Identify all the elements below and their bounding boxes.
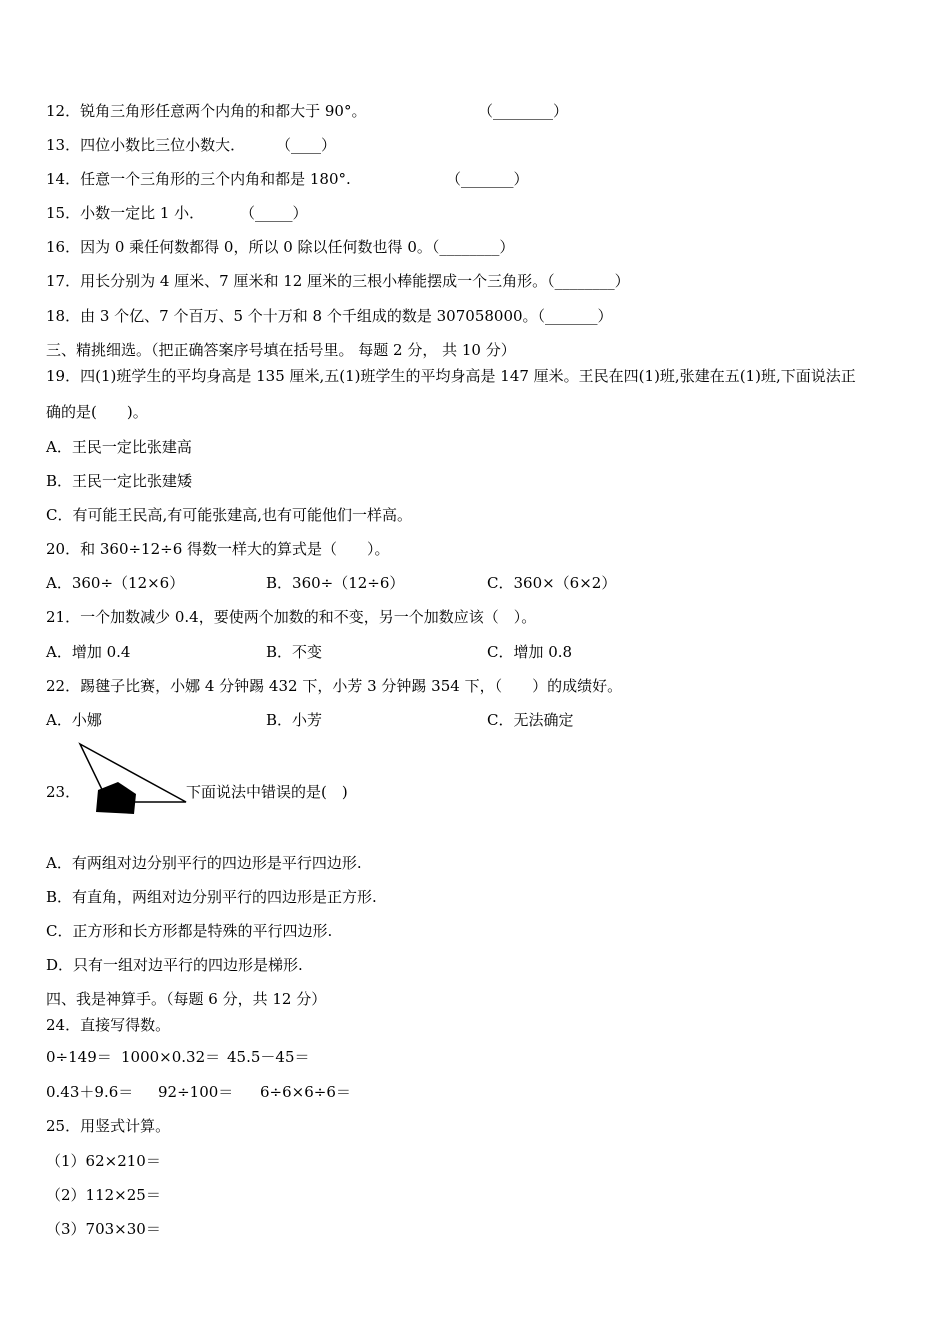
q23-option-d[interactable]: D．只有一组对边平行的四边形是梯形.: [46, 956, 303, 974]
calc-item: 0.43＋9.6＝: [46, 1083, 134, 1101]
q22-option-b[interactable]: B．小芳: [266, 711, 323, 729]
q23-option-a[interactable]: A．有两组对边分别平行的四边形是平行四边形.: [46, 854, 362, 872]
answer-blank-14[interactable]: （_______）: [446, 170, 529, 188]
question-18: 18．由 3 个亿、7 个百万、5 个十万和 8 个千组成的数是 307058000。（_______）: [46, 307, 613, 325]
q21-option-c[interactable]: C．增加 0.8: [487, 643, 573, 661]
calc-item: 45.5－45＝: [227, 1048, 310, 1066]
question-20: 20．和 360÷12÷6 得数一样大的算式是（ ）。: [46, 540, 390, 558]
q20-option-c[interactable]: C．360×（6×2）: [487, 574, 617, 592]
q22-option-c[interactable]: C．无法确定: [487, 711, 574, 729]
calc-item: 6÷6×6÷6＝: [260, 1083, 351, 1101]
question-22: 22．踢毽子比赛，小娜 4 分钟踢 432 下，小芳 3 分钟踢 354 下，（ ）的成绩好。: [46, 677, 623, 695]
question-19-line2: 确的是( )。: [46, 403, 148, 421]
q19-option-c[interactable]: C．有可能王民高,有可能张建高,也有可能他们一样高。: [46, 506, 413, 524]
answer-blank-12[interactable]: （________）: [478, 102, 569, 120]
question-14: 14．任意一个三角形的三个内角和都是 180°.: [46, 170, 351, 188]
question-15: 15．小数一定比 1 小．: [46, 204, 205, 222]
question-24: 24．直接写得数。: [46, 1016, 171, 1034]
q20-option-b[interactable]: B．360÷（12÷6）: [266, 574, 405, 592]
calc-item: 1000×0.32＝: [121, 1048, 221, 1066]
section-4-title: 四、我是神算手。（每题 6 分，共 12 分）: [46, 990, 327, 1008]
question-13: 13．四位小数比三位小数大．: [46, 136, 246, 154]
question-21: 21．一个加数减少 0.4，要使两个加数的和不变，另一个加数应该（ ）。: [46, 608, 537, 626]
q19-option-a[interactable]: A．王民一定比张建高: [46, 438, 192, 456]
vertical-calc-item: （2）112×25＝: [46, 1186, 161, 1204]
q21-option-b[interactable]: B．不变: [266, 643, 323, 661]
answer-blank-13[interactable]: （____）: [276, 136, 337, 154]
question-16: 16．因为 0 乘任何数都得 0，所以 0 除以任何数也得 0。（________）: [46, 238, 515, 256]
q21-option-a[interactable]: A．增加 0.4: [46, 643, 131, 661]
q23-option-c[interactable]: C．正方形和长方形都是特殊的平行四边形.: [46, 922, 333, 940]
section-3-title: 三、精挑细选。（把正确答案序号填在括号里。 每题 2 分， 共 10 分）: [46, 341, 516, 359]
q19-option-b[interactable]: B．王民一定比张建矮: [46, 472, 193, 490]
vertical-calc-item: （1）62×210＝: [46, 1152, 161, 1170]
question-25: 25．用竖式计算。: [46, 1117, 171, 1135]
q22-option-a[interactable]: A．小娜: [46, 711, 102, 729]
question-19-line1: 19．四(1)班学生的平均身高是 135 厘米,五(1)班学生的平均身高是 147 厘米。王民在四(1)班,张建在五(1)班,下面说法正: [46, 367, 856, 385]
black-pentagon: [96, 782, 136, 814]
question-23-number: 23．: [46, 783, 81, 801]
vertical-calc-item: （3）703×30＝: [46, 1220, 161, 1238]
q20-option-a[interactable]: A．360÷（12×6）: [46, 574, 185, 592]
question-12: 12．锐角三角形任意两个内角的和都大于 90°。: [46, 102, 367, 120]
calc-item: 0÷149＝: [46, 1048, 112, 1066]
q23-option-b[interactable]: B．有直角，两组对边分别平行的四边形是正方形.: [46, 888, 377, 906]
question-23-stem: 下面说法中错误的是( ): [186, 783, 348, 801]
question-17: 17．用长分别为 4 厘米、7 厘米和 12 厘米的三根小棒能摆成一个三角形。（________）: [46, 272, 630, 290]
answer-blank-15[interactable]: （_____）: [240, 204, 308, 222]
calc-item: 92÷100＝: [158, 1083, 234, 1101]
q23-triangle-figure: [78, 742, 188, 816]
